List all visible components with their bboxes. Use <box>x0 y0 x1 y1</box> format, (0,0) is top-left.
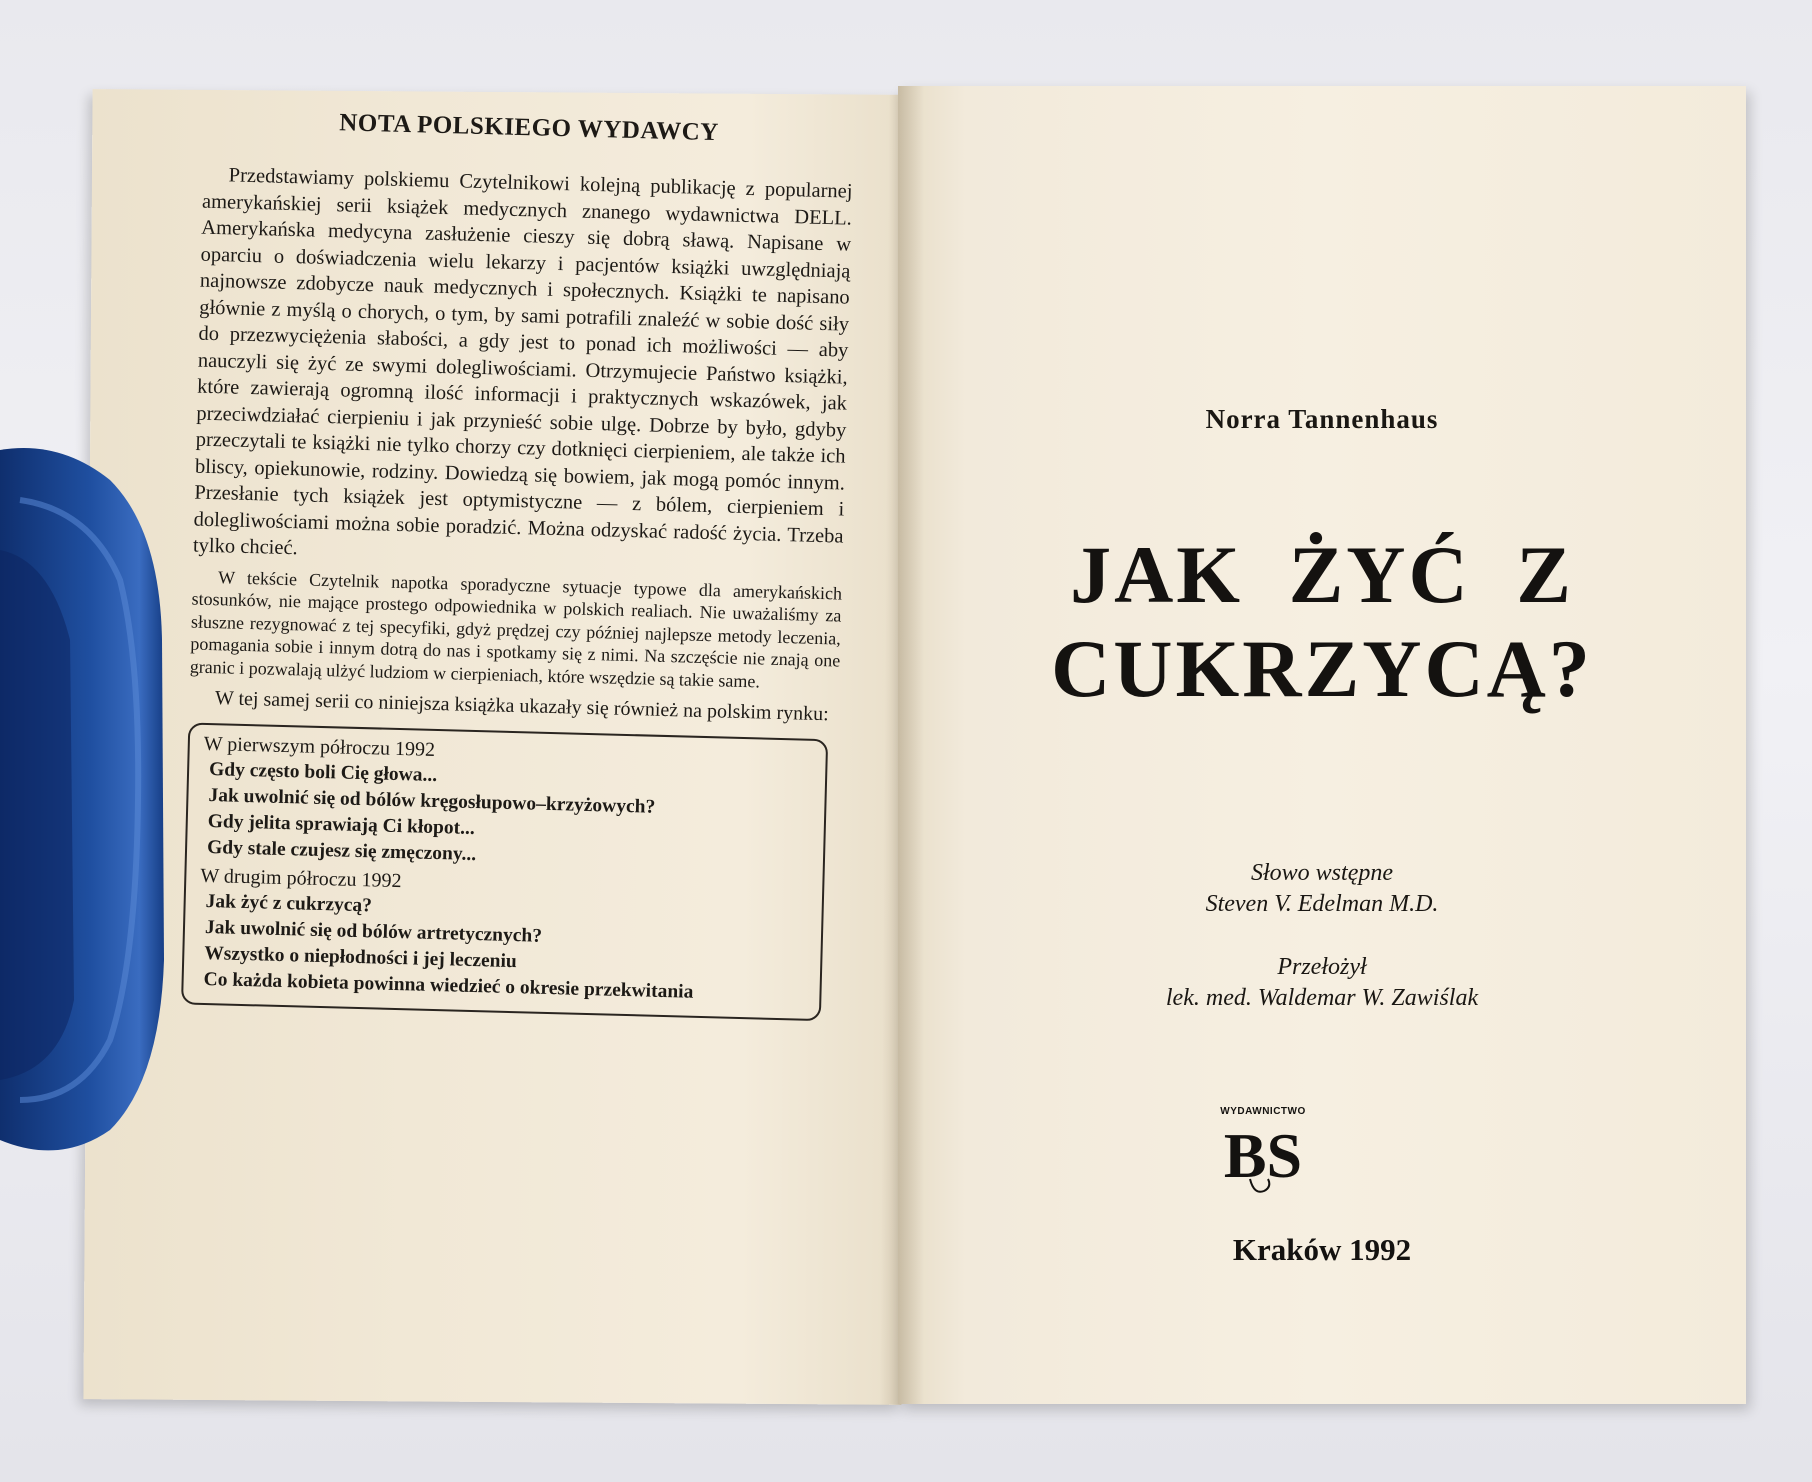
book-title <box>898 528 1746 716</box>
series-title: Wszystko o niepłodności i jej leczeniu <box>204 942 518 973</box>
place-and-year: Kraków 1992 <box>1232 1232 1412 1267</box>
foreword-author: Steven V. Edelman M.D. <box>1205 891 1439 917</box>
series-title: Jak uwolnić się od bólów artretycznych? <box>204 917 543 947</box>
foreword-credit <box>898 858 1746 920</box>
series-title: Jak żyć z cukrzycą? <box>205 891 373 917</box>
series-title: Gdy jelita sprawiają Ci kłopot... <box>207 811 476 840</box>
series-title: Co każda kobieta powinna wiedzieć o okresie przekwitania <box>203 968 694 1003</box>
publisher-logo <box>1198 1106 1328 1206</box>
book-title-line-1: JAK ŻYĆ Z <box>1070 529 1574 620</box>
translator-credit <box>898 952 1746 1014</box>
series-second-half-list <box>197 889 806 1009</box>
book-author: Norra Tannenhaus <box>1205 404 1439 434</box>
publisher-note-paragraph-3: W tej samej serii co niniejsza książka ukazały się również na polskim rynku: <box>214 687 829 726</box>
series-first-half-label: W pierwszym półroczu 1992 <box>203 732 436 761</box>
publisher-note-paragraph-1: Przedstawiamy polskiemu Czytelnikowi kolejną publikację z popularnej amerykańskiej serii książek medycznych znanego wydawnictwa DELL. Amerykańska medycyna zasłużenie cieszy się dobrą sławą. Napisane w oparciu o doświadczenia wielu lekarzy i pacjentów książki uwzględniają najnowsze zdobycze nauk medycznych i społecznych. Książki te napisano głównie z myślą o chorych, o tym, by sami potrafili znaleźć w sobie dość siły do przezwyciężenia słabości, a gdy jest to ponad ich możliwości — aby nauczyli się żyć ze swymi dolegliwościami. Otrzymujecie Państwo książki, które zawierają ogromną ilość informacji i praktycznych wskazówek, jak przeciwdziałać cierpieniu i jak przynieść sobie ulgę. Dobrze by było, gdyby przeczytali te książki nie tylko chorzy czy dotknięci cierpieniem, ale także ich bliscy, opiekunowie, rodziny. Dowiedzą się bowiem, jak mogą pomóc innym. Przesłanie tych książek jest optymistyczne — z bólem, cierpieniem i dolegliwościami można sobie poradzić. Można odzyskać radość życia. Trzeba tylko chcieć. <box>192 164 853 560</box>
series-title: Gdy stale czujesz się zmęczony... <box>206 837 477 866</box>
blue-object <box>0 440 170 1160</box>
series-title: Jak uwolnić się od bólów kręgosłupowo–krzyżowych? <box>208 785 656 818</box>
series-first-half-list <box>201 757 810 877</box>
left-page <box>83 89 910 1405</box>
page-gutter-shadow <box>898 86 924 1404</box>
book-title-line-2: CUKRZYCĄ? <box>1051 623 1593 714</box>
translated-label: Przełożył <box>1277 954 1367 980</box>
publisher-label: WYDAWNICTWO <box>1220 1106 1306 1117</box>
series-list-box <box>181 722 828 1021</box>
series-title: Gdy często boli Cię głowa... <box>208 759 438 787</box>
series-second-half-label: W drugim półroczu 1992 <box>200 864 402 893</box>
publisher-note-paragraph-2: W tekście Czytelnik napotka sporadyczne sytuacje typowe dla amerykańskich stosunków, nie mające prostego odpowiednika w polskich realiach. Nie uważaliśmy za słuszne rezygnować z tej specyfiki, gdyż prędzej czy później najlepsze metody leczenia, pomagania sobie i innym dotrą do nas i spotkamy się z nimi. Na szczęście nie znają one granic i pozwalają ulżyć ludziom w cierpieniach, które wszędzie są takie same. <box>189 566 843 691</box>
publisher-logo-text: BS <box>1223 1120 1303 1191</box>
publisher-note-heading: NOTA POLSKIEGO WYDAWCY <box>338 109 720 147</box>
translator-name: lek. med. Waldemar W. Zawiślak <box>1165 985 1479 1011</box>
bs-logo-mark <box>1208 1119 1318 1199</box>
left-page-content <box>181 106 854 1022</box>
foreword-label: Słowo wstępne <box>1251 860 1393 886</box>
right-title-page <box>898 86 1746 1404</box>
